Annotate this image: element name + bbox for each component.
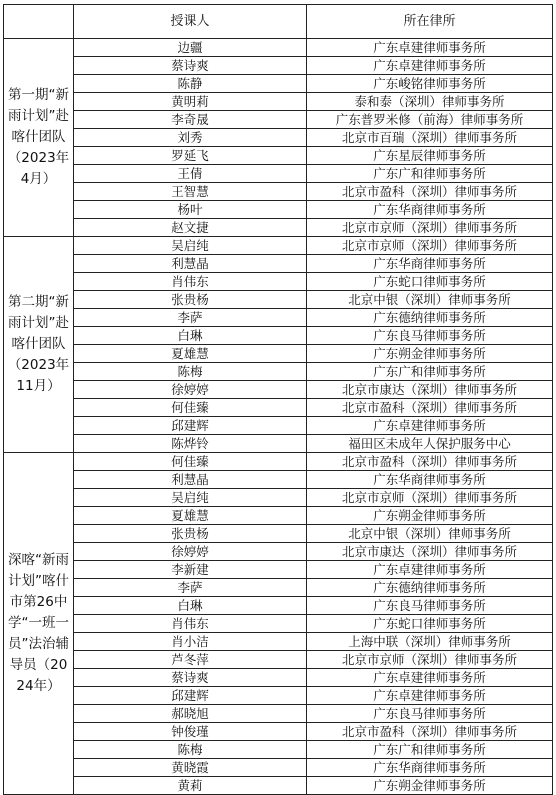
lecturer-name: 王倩 [74,165,307,183]
law-firm: 广东峻铭律师事务所 [307,75,553,93]
law-firm: 广东华商律师事务所 [307,201,553,219]
table-row [4,255,553,273]
lecturer-name: 边疆 [74,39,307,57]
table-row [4,183,553,201]
table-row [4,741,553,759]
law-firm: 广东华商律师事务所 [307,255,553,273]
lecturer-name: 李萨 [74,309,307,327]
law-firm: 广东卓建律师事务所 [307,687,553,705]
lecturer-name: 黄莉 [74,777,307,795]
lecturer-name: 陈静 [74,75,307,93]
lecturer-name: 白琳 [74,597,307,615]
law-firm: 福田区未成年人保护服务中心 [307,435,553,453]
lecturer-name: 利慧晶 [74,471,307,489]
table-row [4,723,553,741]
table-row [4,615,553,633]
law-firm: 北京市康达（深圳）律师事务所 [307,381,553,399]
law-firm: 广东华商律师事务所 [307,759,553,777]
lecturer-name: 杨叶 [74,201,307,219]
lecturer-name: 陈梅 [74,363,307,381]
law-firm: 广东卓建律师事务所 [307,57,553,75]
table-body [4,5,553,795]
lecturer-name: 邱建辉 [74,687,307,705]
law-firm: 广东卓建律师事务所 [307,669,553,687]
table-row [4,273,553,291]
lecturer-name: 夏雄慧 [74,507,307,525]
law-firm: 北京市盈科（深圳）律师事务所 [307,399,553,417]
law-firm: 北京中银（深圳）律师事务所 [307,291,553,309]
law-firm: 北京市百瑞（深圳）律师事务所 [307,129,553,147]
group-label: 第一期“新雨计划”赴喀什团队（2023年4月） [4,39,74,237]
table-row [4,147,553,165]
lecturer-name: 夏雄慧 [74,345,307,363]
table-row [4,651,553,669]
lecturer-name: 李奇晟 [74,111,307,129]
lecturer-name: 蔡诗爽 [74,57,307,75]
law-firm: 广东卓建律师事务所 [307,561,553,579]
law-firm: 北京市京师（深圳）律师事务所 [307,219,553,237]
header-lecturer: 授课人 [74,5,307,39]
table-row [4,129,553,147]
table-row [4,579,553,597]
table-row [4,597,553,615]
lecturer-name: 邱建辉 [74,417,307,435]
table-row [4,219,553,237]
lecturer-name: 徐婷婷 [74,543,307,561]
lecturer-name: 李新建 [74,561,307,579]
table-row [4,93,553,111]
lecturer-name: 肖小洁 [74,633,307,651]
table-row [4,489,553,507]
law-firm: 北京市盈科（深圳）律师事务所 [307,723,553,741]
header-period [4,5,74,39]
lecturer-name: 徐婷婷 [74,381,307,399]
law-firm: 广东良马律师事务所 [307,705,553,723]
lecturer-name: 吴启纯 [74,237,307,255]
lecturer-name: 罗延飞 [74,147,307,165]
lecturer-name: 蔡诗爽 [74,669,307,687]
lecturer-name: 郝晓旭 [74,705,307,723]
law-firm: 北京市京师（深圳）律师事务所 [307,237,553,255]
table-row [4,453,553,471]
table-row [4,687,553,705]
law-firm: 广东普罗米修（前海）律师事务所 [307,111,553,129]
table-row [4,201,553,219]
law-firm: 北京市盈科（深圳）律师事务所 [307,183,553,201]
lecturer-name: 何佳臻 [74,399,307,417]
table-row [4,111,553,129]
law-firm: 广东蛇口律师事务所 [307,273,553,291]
table-row [4,75,553,93]
law-firm: 广东朔金律师事务所 [307,345,553,363]
table-row [4,291,553,309]
lecturer-name: 肖伟东 [74,273,307,291]
law-firm: 广东广和律师事务所 [307,165,553,183]
law-firm: 北京市康达（深圳）律师事务所 [307,543,553,561]
law-firm: 北京中银（深圳）律师事务所 [307,525,553,543]
lecturer-name: 白琳 [74,327,307,345]
lecturer-name: 王智慧 [74,183,307,201]
lecturer-name: 刘秀 [74,129,307,147]
group-label: 第二期“新雨计划”赴喀什团队（2023年11月） [4,237,74,453]
lecturer-name: 张贵杨 [74,291,307,309]
law-firm: 北京市京师（深圳）律师事务所 [307,651,553,669]
law-firm: 广东朔金律师事务所 [307,507,553,525]
table-row [4,309,553,327]
table-row [4,39,553,57]
table-row [4,237,553,255]
law-firm: 广东蛇口律师事务所 [307,615,553,633]
law-firm: 广东广和律师事务所 [307,363,553,381]
law-firm: 广东星辰律师事务所 [307,147,553,165]
group-label: 深喀“新雨计划”喀什市第26中学“一班一员”法治辅导员（2024年） [4,453,74,795]
law-firm: 广东广和律师事务所 [307,741,553,759]
law-firm: 广东良马律师事务所 [307,597,553,615]
table-row [4,381,553,399]
law-firm: 北京市盈科（深圳）律师事务所 [307,453,553,471]
lecturer-name: 赵文捷 [74,219,307,237]
lecturer-name: 陈烨铃 [74,435,307,453]
lecturer-name: 张贵杨 [74,525,307,543]
lecturer-name: 吴启纯 [74,489,307,507]
lecturer-name: 芦冬萍 [74,651,307,669]
table-row [4,561,553,579]
lecturer-table [3,4,553,795]
lecturer-name: 利慧晶 [74,255,307,273]
table-row [4,633,553,651]
lecturer-name: 黄晓霞 [74,759,307,777]
table-row [4,417,553,435]
table-row [4,399,553,417]
table-row [4,543,553,561]
table-row [4,525,553,543]
lecturer-name: 何佳臻 [74,453,307,471]
table-row [4,777,553,795]
table-row [4,327,553,345]
table-row [4,363,553,381]
lecturer-name: 肖伟东 [74,615,307,633]
header-law-firm: 所在律所 [307,5,553,39]
law-firm: 上海中联（深圳）律师事务所 [307,633,553,651]
lecturer-name: 陈梅 [74,741,307,759]
law-firm: 广东良马律师事务所 [307,327,553,345]
table-row [4,669,553,687]
table-row [4,759,553,777]
law-firm: 泰和泰（深圳）律师事务所 [307,93,553,111]
lecturer-name: 李萨 [74,579,307,597]
table-row [4,507,553,525]
lecturer-name: 钟俊瑾 [74,723,307,741]
table-row [4,705,553,723]
law-firm: 北京市京师（深圳）律师事务所 [307,489,553,507]
table-header-row [4,5,553,39]
law-firm: 广东德纳律师事务所 [307,309,553,327]
table-row [4,435,553,453]
law-firm: 广东朔金律师事务所 [307,777,553,795]
table-row [4,471,553,489]
law-firm: 广东卓建律师事务所 [307,417,553,435]
law-firm: 广东德纳律师事务所 [307,579,553,597]
table-row [4,165,553,183]
law-firm: 广东华商律师事务所 [307,471,553,489]
table-row [4,345,553,363]
law-firm: 广东卓建律师事务所 [307,39,553,57]
lecturer-name: 黄明莉 [74,93,307,111]
table-row [4,57,553,75]
